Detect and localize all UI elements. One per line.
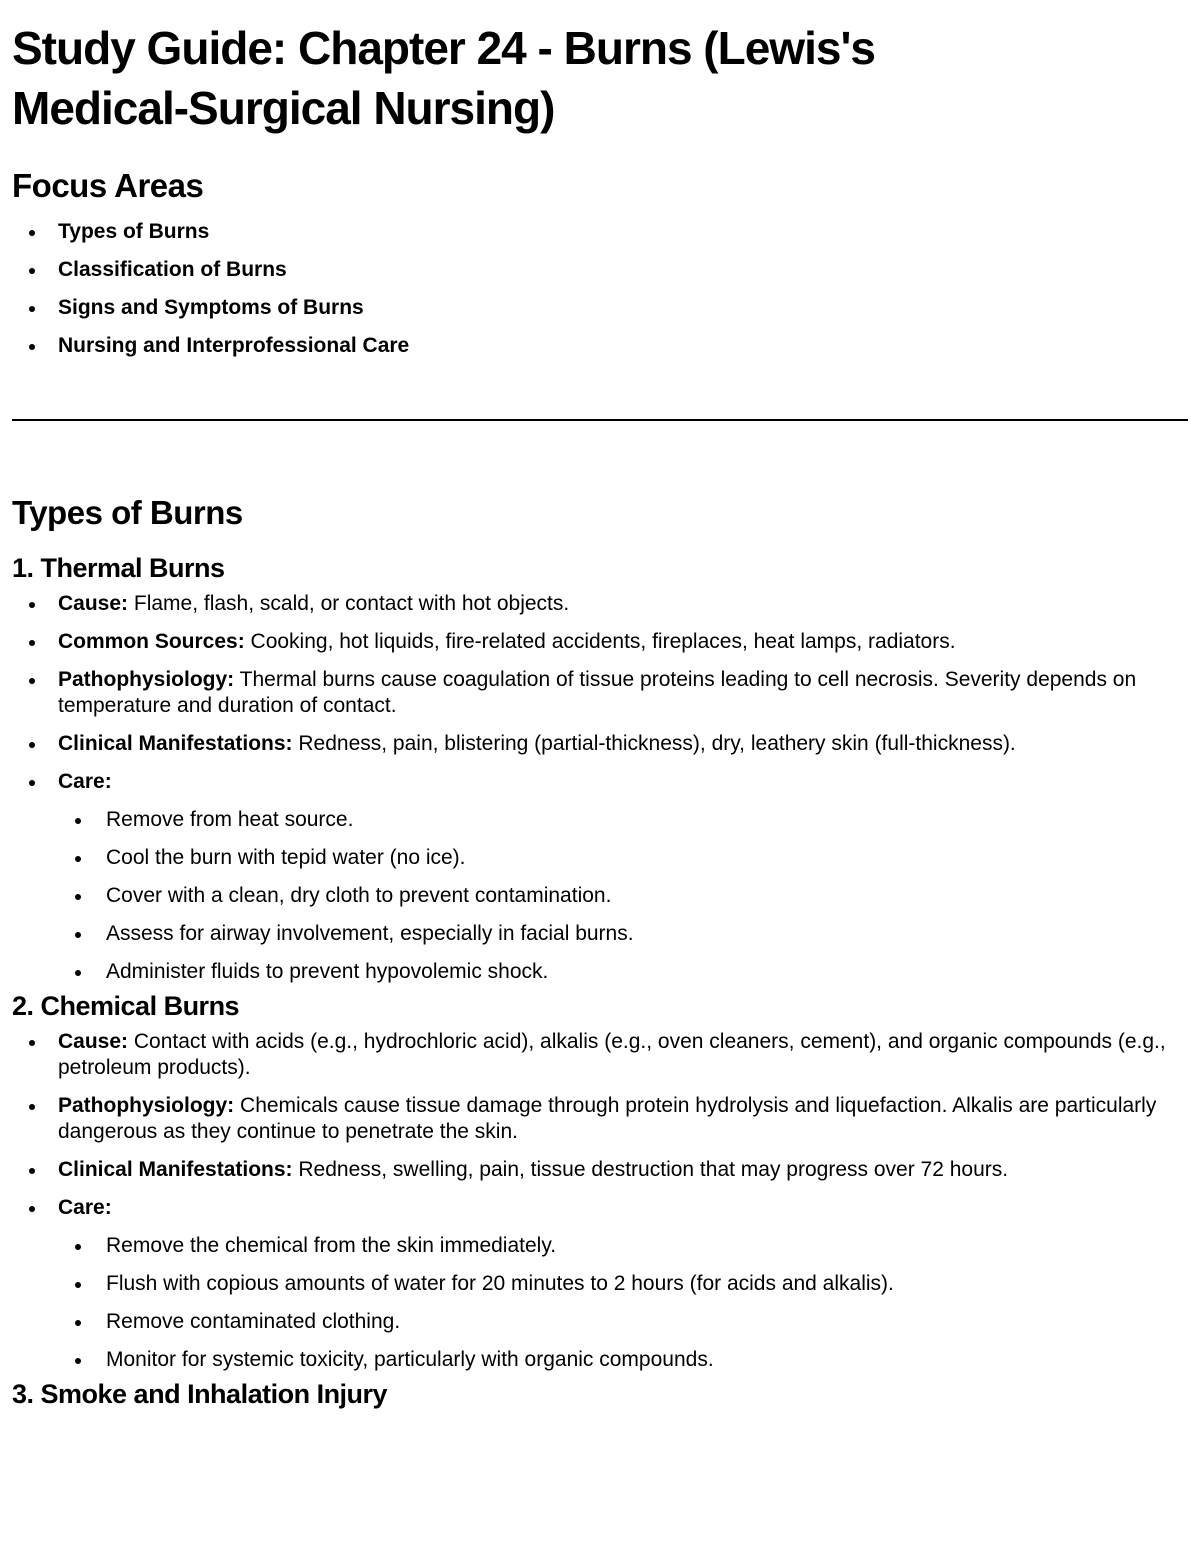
list-item <box>12 591 1190 617</box>
care-label: Care: <box>58 770 112 793</box>
list-item <box>12 769 1190 985</box>
cause-label: Cause: <box>58 1030 129 1053</box>
types-of-burns-heading: Types of Burns <box>12 494 243 531</box>
care-list <box>58 807 1190 985</box>
list-item: Administer fluids to prevent hypovolemic shock. <box>58 959 1190 985</box>
list-item: Cool the burn with tepid water (no ice). <box>58 845 1190 871</box>
page-title: Study Guide: Chapter 24 - Burns (Lewis's Medical-Surgical Nursing) <box>12 22 875 134</box>
clinical-manifestations-text: Redness, swelling, pain, tissue destruction that may progress over 72 hours. <box>292 1158 1009 1181</box>
smoke-inhalation-heading: 3. Smoke and Inhalation Injury <box>12 1379 388 1409</box>
list-item: Monitor for systemic toxicity, particularly with organic compounds. <box>58 1347 1190 1373</box>
care-label: Care: <box>58 1196 112 1219</box>
pathophysiology-label: Pathophysiology: <box>58 1094 235 1117</box>
list-item: Signs and Symptoms of Burns <box>12 295 1190 321</box>
cause-label: Cause: <box>58 592 129 615</box>
clinical-manifestations-label: Clinical Manifestations: <box>58 732 293 755</box>
focus-areas-list <box>12 219 1190 359</box>
list-item <box>12 1029 1190 1081</box>
list-item: Classification of Burns <box>12 257 1190 283</box>
list-item <box>12 667 1190 719</box>
chemical-burns-heading: 2. Chemical Burns <box>12 991 240 1021</box>
list-item: Assess for airway involvement, especially in facial burns. <box>58 921 1190 947</box>
pathophysiology-label: Pathophysiology: <box>58 668 235 691</box>
thermal-burns-list <box>12 591 1190 985</box>
list-item <box>12 1195 1190 1373</box>
clinical-manifestations-label: Clinical Manifestations: <box>58 1158 293 1181</box>
clinical-manifestations-text: Redness, pain, blistering (partial-thickness), dry, leathery skin (full-thickness). <box>292 732 1016 755</box>
pathophysiology-text: Chemicals cause tissue damage through protein hydrolysis and liquefaction. Alkalis are particularly dangerous as they continue to penetrate the skin. <box>58 1094 1157 1143</box>
list-item: Types of Burns <box>12 219 1190 245</box>
list-item <box>12 1093 1190 1145</box>
document-page <box>12 0 1190 1411</box>
list-item: Remove contaminated clothing. <box>58 1309 1190 1335</box>
focus-areas-heading: Focus Areas <box>12 167 204 204</box>
list-item: Nursing and Interprofessional Care <box>12 333 1190 359</box>
list-item <box>12 1157 1190 1183</box>
section-divider <box>12 419 1188 421</box>
list-item: Flush with copious amounts of water for 20 minutes to 2 hours (for acids and alkalis). <box>58 1271 1190 1297</box>
list-item: Remove from heat source. <box>58 807 1190 833</box>
cause-text: Flame, flash, scald, or contact with hot objects. <box>128 592 570 615</box>
chemical-burns-list <box>12 1029 1190 1373</box>
list-item: Remove the chemical from the skin immediately. <box>58 1233 1190 1259</box>
list-item <box>12 629 1190 655</box>
thermal-burns-heading: 1. Thermal Burns <box>12 553 225 583</box>
care-list <box>58 1233 1190 1373</box>
sources-label: Common Sources: <box>58 630 245 653</box>
cause-text: Contact with acids (e.g., hydrochloric acid), alkalis (e.g., oven cleaners, cement), and organic compounds (e.g., petroleum products). <box>58 1030 1166 1079</box>
sources-text: Cooking, hot liquids, fire-related accidents, fireplaces, heat lamps, radiators. <box>244 630 956 653</box>
pathophysiology-text: Thermal burns cause coagulation of tissue proteins leading to cell necrosis. Severity depends on temperature and duration of contact. <box>58 668 1137 717</box>
list-item: Cover with a clean, dry cloth to prevent contamination. <box>58 883 1190 909</box>
list-item <box>12 731 1190 757</box>
